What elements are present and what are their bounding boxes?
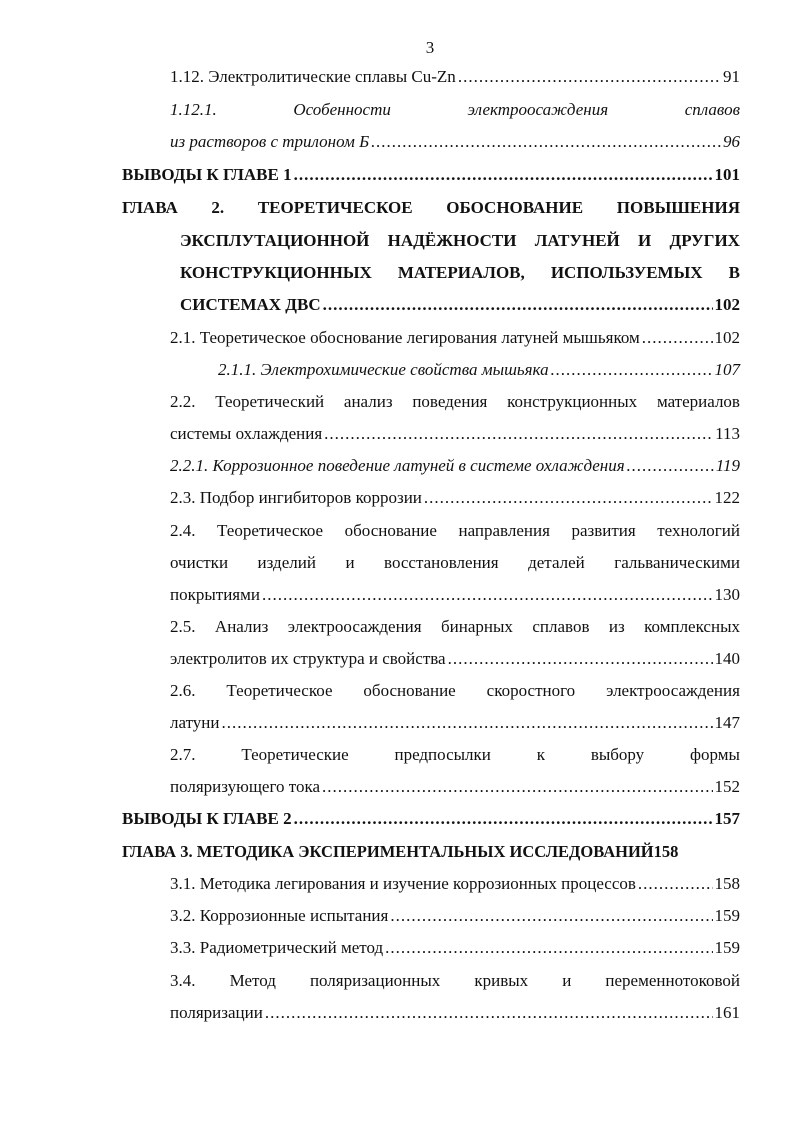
toc-entry[interactable] — [170, 776, 740, 798]
toc-entry-page: 101 — [714, 165, 740, 184]
chapter-heading-line: ЭКСПЛУТАЦИОННОЙ НАДЁЖНОСТИ ЛАТУНЕЙ И ДРУГИХ — [180, 231, 740, 250]
toc-entry-page: 159 — [714, 938, 740, 957]
toc-entry-line: 3.4. Метод поляризационных кривых и переменнотоковой — [170, 971, 740, 990]
toc-entry[interactable] — [122, 164, 740, 186]
toc-entry-page: 158 — [653, 842, 679, 861]
toc-entry-line: 2.4. Теоретическое обоснование направления развития технологий — [170, 521, 740, 540]
toc-entry[interactable] — [122, 841, 740, 863]
leader-dots — [458, 66, 721, 88]
leader-dots — [294, 164, 713, 186]
toc-entry-title: 1.12. Электролитические сплавы Cu-Zn — [170, 67, 456, 86]
toc-entry[interactable] — [170, 455, 740, 477]
toc-entry[interactable] — [170, 487, 740, 509]
page-number: 3 — [425, 38, 435, 57]
toc-entry-title: ВЫВОДЫ К ГЛАВЕ 1 — [122, 165, 292, 184]
leader-dots — [642, 327, 713, 349]
toc-entry-page: 159 — [714, 906, 740, 925]
toc-entry[interactable] — [170, 584, 740, 606]
toc-entry-title: покрытиями — [170, 585, 260, 604]
toc-entry[interactable] — [170, 905, 740, 927]
leader-dots — [265, 1002, 713, 1024]
toc-entry-line: 2.6. Теоретическое обоснование скоростного электроосаждения — [170, 681, 740, 700]
toc-entry-page: 161 — [714, 1003, 740, 1022]
toc-entry-page: 157 — [714, 809, 740, 828]
toc-entry-line: 2.2. Теоретический анализ поведения конструкционных материалов — [170, 392, 740, 411]
toc-entry[interactable] — [170, 131, 740, 153]
leader-dots — [551, 359, 713, 381]
leader-dots — [323, 294, 713, 316]
toc-entry-page: 122 — [714, 488, 740, 507]
leader-dots — [627, 455, 714, 477]
toc-entry-page: 107 — [714, 360, 740, 379]
toc-entry[interactable] — [170, 937, 740, 959]
toc-entry-page: 91 — [723, 67, 740, 86]
toc-entry-page: 140 — [714, 649, 740, 668]
leader-dots — [262, 584, 713, 606]
toc-entry[interactable] — [170, 712, 740, 734]
leader-dots — [424, 487, 713, 509]
toc-entry[interactable] — [218, 359, 740, 381]
leader-dots — [222, 712, 713, 734]
toc-entry[interactable] — [122, 808, 740, 830]
toc-entry-title: 2.3. Подбор ингибиторов коррозии — [170, 488, 422, 507]
toc-entry-page: 119 — [715, 456, 740, 475]
leader-dots — [390, 905, 712, 927]
leader-dots — [322, 776, 712, 798]
toc-entry-title: 3.3. Радиометрический метод — [170, 938, 384, 957]
toc-entry-line: очистки изделий и восстановления деталей гальваническими — [170, 553, 740, 572]
leader-dots — [371, 131, 721, 153]
toc-entry[interactable] — [170, 648, 740, 670]
toc-entry-page: 102 — [714, 328, 740, 347]
toc-entry-title: поляризующего тока — [170, 777, 321, 796]
toc-entry-page: 147 — [714, 713, 740, 732]
toc-entry[interactable] — [170, 423, 740, 445]
toc-entry-page: 130 — [714, 585, 740, 604]
toc-entry-title: СИСТЕМАХ ДВС — [180, 295, 321, 314]
toc-entry-title: 3.2. Коррозионные испытания — [170, 906, 389, 925]
toc-entry-page: 152 — [714, 777, 740, 796]
toc-entry[interactable] — [180, 294, 740, 316]
leader-dots — [448, 648, 713, 670]
toc-entry-line: 2.7. Теоретические предпосылки к выбору формы — [170, 745, 740, 764]
toc-entry[interactable] — [170, 327, 740, 349]
toc-entry-title: поляризации — [170, 1003, 263, 1022]
toc-entry-title: 2.1. Теоретическое обоснование легирования латуней мышьяком — [170, 328, 640, 347]
leader-dots — [385, 937, 712, 959]
toc-entry-line: 1.12.1. Особенности электроосаждения сплавов — [170, 100, 740, 119]
toc-entry-title: электролитов их структура и свойства — [170, 649, 446, 668]
toc-entry-title: 3.1. Методика легирования и изучение коррозионных процессов — [170, 874, 636, 893]
toc-entry-title: 2.1.1. Электрохимические свойства мышьяка — [218, 360, 549, 379]
toc-entry-title: ГЛАВА 3. МЕТОДИКА ЭКСПЕРИМЕНТАЛЬНЫХ ИССЛЕДОВАНИЙ — [122, 842, 654, 861]
toc-entry-page: 113 — [715, 424, 740, 443]
toc-entry-title: из растворов с трилоном Б — [170, 132, 370, 151]
leader-dots — [638, 873, 713, 895]
toc-entry-title: системы охлаждения — [170, 424, 323, 443]
leader-dots — [324, 423, 713, 445]
toc-entry[interactable] — [170, 1002, 740, 1024]
toc-entry-title: ВЫВОДЫ К ГЛАВЕ 2 — [122, 809, 292, 828]
toc-entry-page: 158 — [714, 874, 740, 893]
toc-entry-line: 2.5. Анализ электроосаждения бинарных сплавов из комплексных — [170, 617, 740, 636]
toc-entry[interactable] — [170, 66, 740, 88]
toc-entry-page: 96 — [723, 132, 740, 151]
toc-entry-title: 2.2.1. Коррозионное поведение латуней в системе охлаждения — [170, 456, 625, 475]
chapter-heading-line: КОНСТРУКЦИОННЫХ МАТЕРИАЛОВ, ИСПОЛЬЗУЕМЫХ В — [180, 263, 740, 282]
chapter-heading-line: ГЛАВА 2. ТЕОРЕТИЧЕСКОЕ ОБОСНОВАНИЕ ПОВЫШЕНИЯ — [122, 198, 740, 217]
leader-dots — [294, 808, 713, 830]
toc-entry-title: латуни — [170, 713, 220, 732]
toc-entry[interactable] — [170, 873, 740, 895]
toc-entry-page: 102 — [714, 295, 740, 314]
